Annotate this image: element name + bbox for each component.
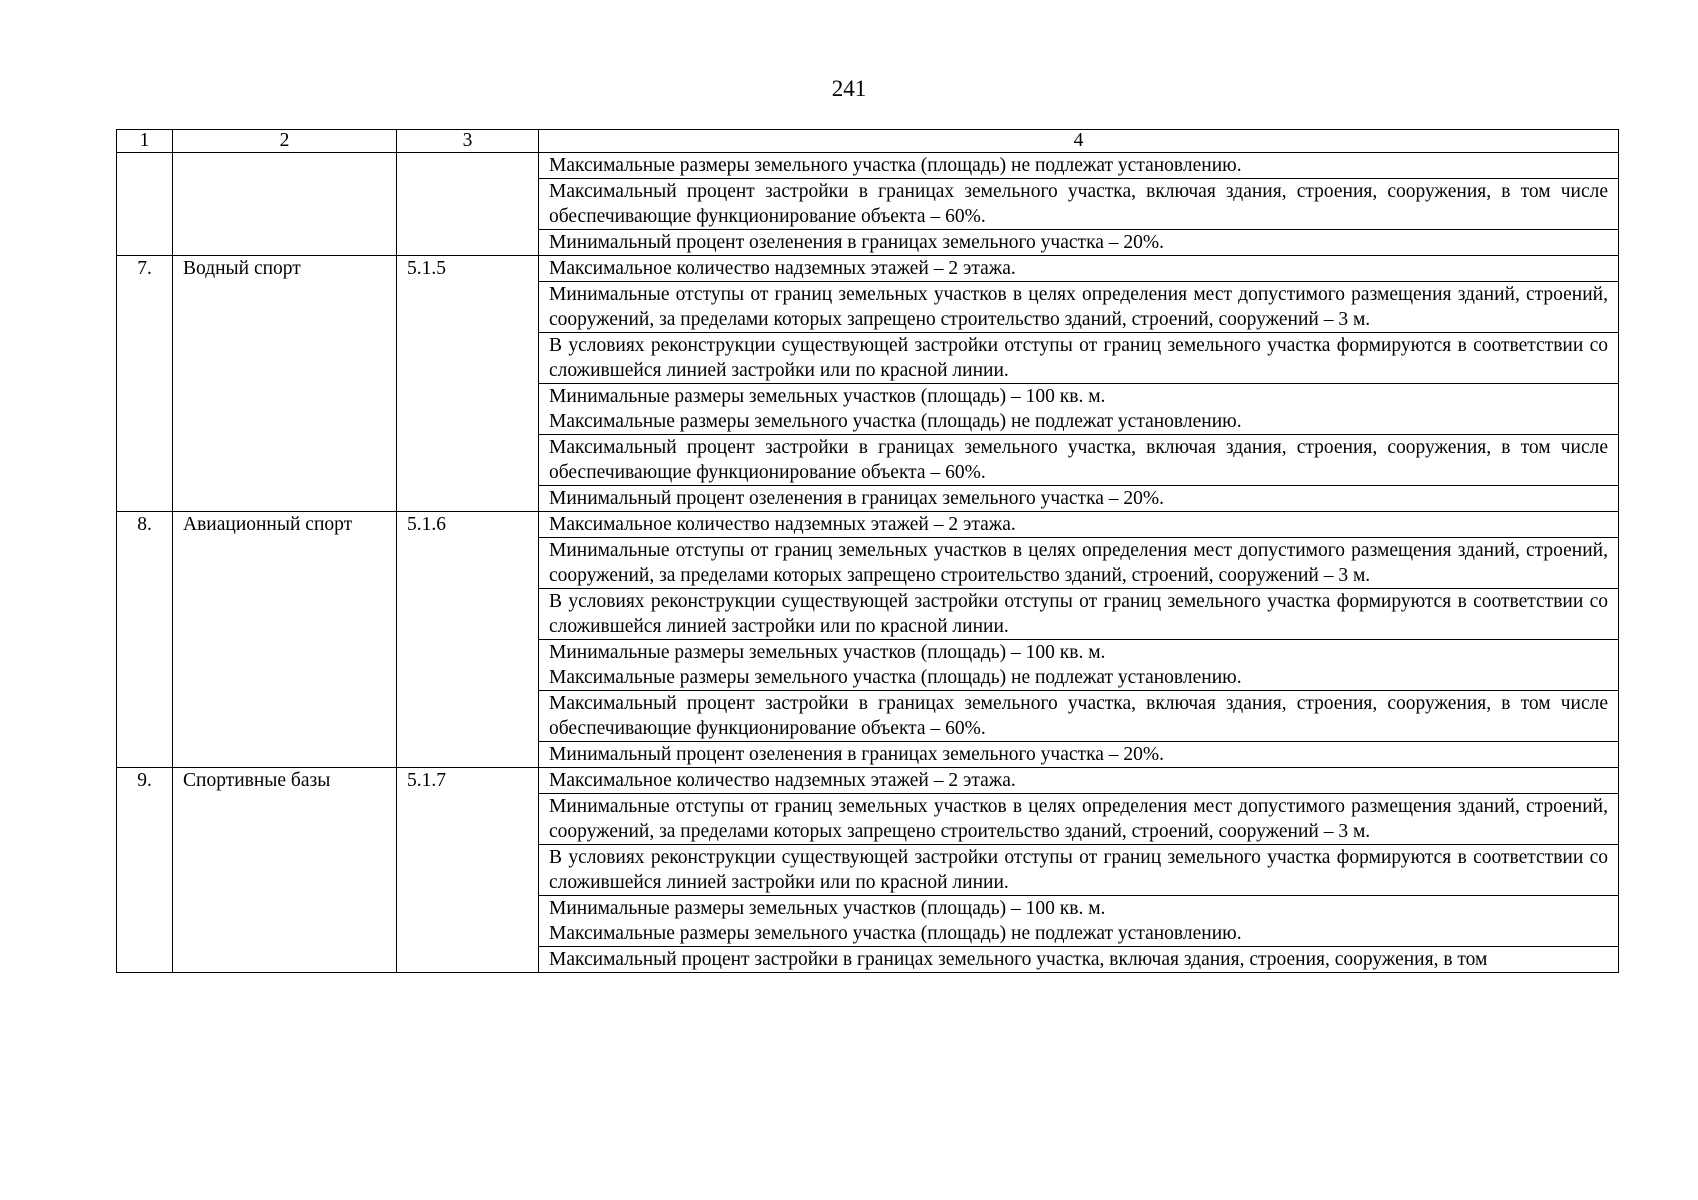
parameter-text: Минимальные размеры земельных участков (площадь) – 100 кв. м. — [549, 642, 1106, 663]
parameter-text: Максимальные размеры земельного участка (площадь) не подлежат установлению. — [549, 923, 1242, 944]
parameter-text: Минимальные отступы от границ земельных участков в целях определения мест допустимого размещения зданий, строений, сооружений, за пределами которых запрещено строительство зданий, строений, сооружений – 3 м. — [549, 284, 1608, 330]
parameter-cell — [539, 947, 1619, 973]
column-header-4: 4 — [539, 130, 1619, 153]
parameter-cell — [539, 845, 1619, 896]
parameter-cell — [539, 384, 1619, 435]
table-body — [117, 153, 1619, 973]
parameter-text: Максимальное количество надземных этажей – 2 этажа. — [549, 514, 1016, 535]
parameter-cell — [539, 691, 1619, 742]
parameter-cell — [539, 486, 1619, 512]
table-row — [117, 153, 1619, 179]
parameter-text: Максимальные размеры земельного участка (площадь) не подлежат установлению. — [549, 667, 1242, 688]
parameter-cell — [539, 179, 1619, 230]
parameter-text: Минимальные отступы от границ земельных участков в целях определения мест допустимого размещения зданий, строений, сооружений, за пределами которых запрещено строительство зданий, строений, сооружений – 3 м. — [549, 796, 1608, 842]
parameter-cell — [539, 512, 1619, 538]
use-code-cell: 5.1.6 — [397, 512, 539, 768]
parameter-text: Минимальные размеры земельных участков (площадь) – 100 кв. м. — [549, 386, 1106, 407]
parameter-text: Максимальное количество надземных этажей – 2 этажа. — [549, 770, 1016, 791]
parameter-text: Максимальное количество надземных этажей – 2 этажа. — [549, 258, 1016, 279]
parameter-text: В условиях реконструкции существующей застройки отступы от границ земельного участка формируются в соответствии со сложившейся линией застройки или по красной линии. — [549, 335, 1608, 381]
use-name-cell: Спортивные базы — [173, 768, 397, 973]
parameter-text: Максимальные размеры земельного участка (площадь) не подлежат установлению. — [549, 155, 1242, 176]
parameter-text: В условиях реконструкции существующей застройки отступы от границ земельного участка формируются в соответствии со сложившейся линией застройки или по красной линии. — [549, 847, 1608, 893]
use-name-cell: Авиационный спорт — [173, 512, 397, 768]
parameter-cell — [539, 435, 1619, 486]
table-row — [117, 768, 1619, 794]
use-name-cell: Водный спорт — [173, 256, 397, 512]
parameter-cell — [539, 282, 1619, 333]
row-number-cell: 9. — [117, 768, 173, 973]
row-number-cell: 7. — [117, 256, 173, 512]
parameter-cell — [539, 742, 1619, 768]
parameter-cell — [539, 230, 1619, 256]
parameter-text: В условиях реконструкции существующей застройки отступы от границ земельного участка формируются в соответствии со сложившейся линией застройки или по красной линии. — [549, 591, 1608, 637]
table-row — [117, 256, 1619, 282]
column-header-3: 3 — [397, 130, 539, 153]
column-header-2: 2 — [173, 130, 397, 153]
parameter-cell — [539, 640, 1619, 691]
use-code-cell: 5.1.5 — [397, 256, 539, 512]
parameter-text: Минимальный процент озеленения в границах земельного участка – 20%. — [549, 232, 1165, 253]
parameter-text: Максимальный процент застройки в границах земельного участка, включая здания, строения, сооружения, в том числе обеспечивающие функционирование объекта – 60%. — [549, 181, 1608, 227]
use-code-cell: 5.1.7 — [397, 768, 539, 973]
parameter-text: Максимальный процент застройки в границах земельного участка, включая здания, строения, сооружения, в том — [549, 949, 1488, 970]
use-code-cell — [397, 153, 539, 256]
parameter-cell — [539, 256, 1619, 282]
row-number-cell: 8. — [117, 512, 173, 768]
parameter-text: Максимальные размеры земельного участка (площадь) не подлежат установлению. — [549, 411, 1242, 432]
parameter-text: Минимальные отступы от границ земельных участков в целях определения мест допустимого размещения зданий, строений, сооружений, за пределами которых запрещено строительство зданий, строений, сооружений – 3 м. — [549, 540, 1608, 586]
parameter-text: Минимальный процент озеленения в границах земельного участка – 20%. — [549, 488, 1165, 509]
parameter-text: Минимальный процент озеленения в границах земельного участка – 20%. — [549, 744, 1165, 765]
parameter-cell — [539, 896, 1619, 947]
parameter-cell — [539, 333, 1619, 384]
parameter-text: Минимальные размеры земельных участков (площадь) – 100 кв. м. — [549, 898, 1106, 919]
regulations-table — [116, 129, 1619, 973]
use-name-cell — [173, 153, 397, 256]
parameter-cell — [539, 768, 1619, 794]
parameter-cell — [539, 153, 1619, 179]
header-row — [117, 130, 1619, 153]
table-row — [117, 512, 1619, 538]
parameter-cell — [539, 794, 1619, 845]
parameter-text: Максимальный процент застройки в границах земельного участка, включая здания, строения, сооружения, в том числе обеспечивающие функционирование объекта – 60%. — [549, 693, 1608, 739]
parameter-text: Максимальный процент застройки в границах земельного участка, включая здания, строения, сооружения, в том числе обеспечивающие функционирование объекта – 60%. — [549, 437, 1608, 483]
column-header-1: 1 — [117, 130, 173, 153]
row-number-cell — [117, 153, 173, 256]
parameter-cell — [539, 538, 1619, 589]
parameter-cell — [539, 589, 1619, 640]
page-number: 241 — [831, 76, 867, 101]
